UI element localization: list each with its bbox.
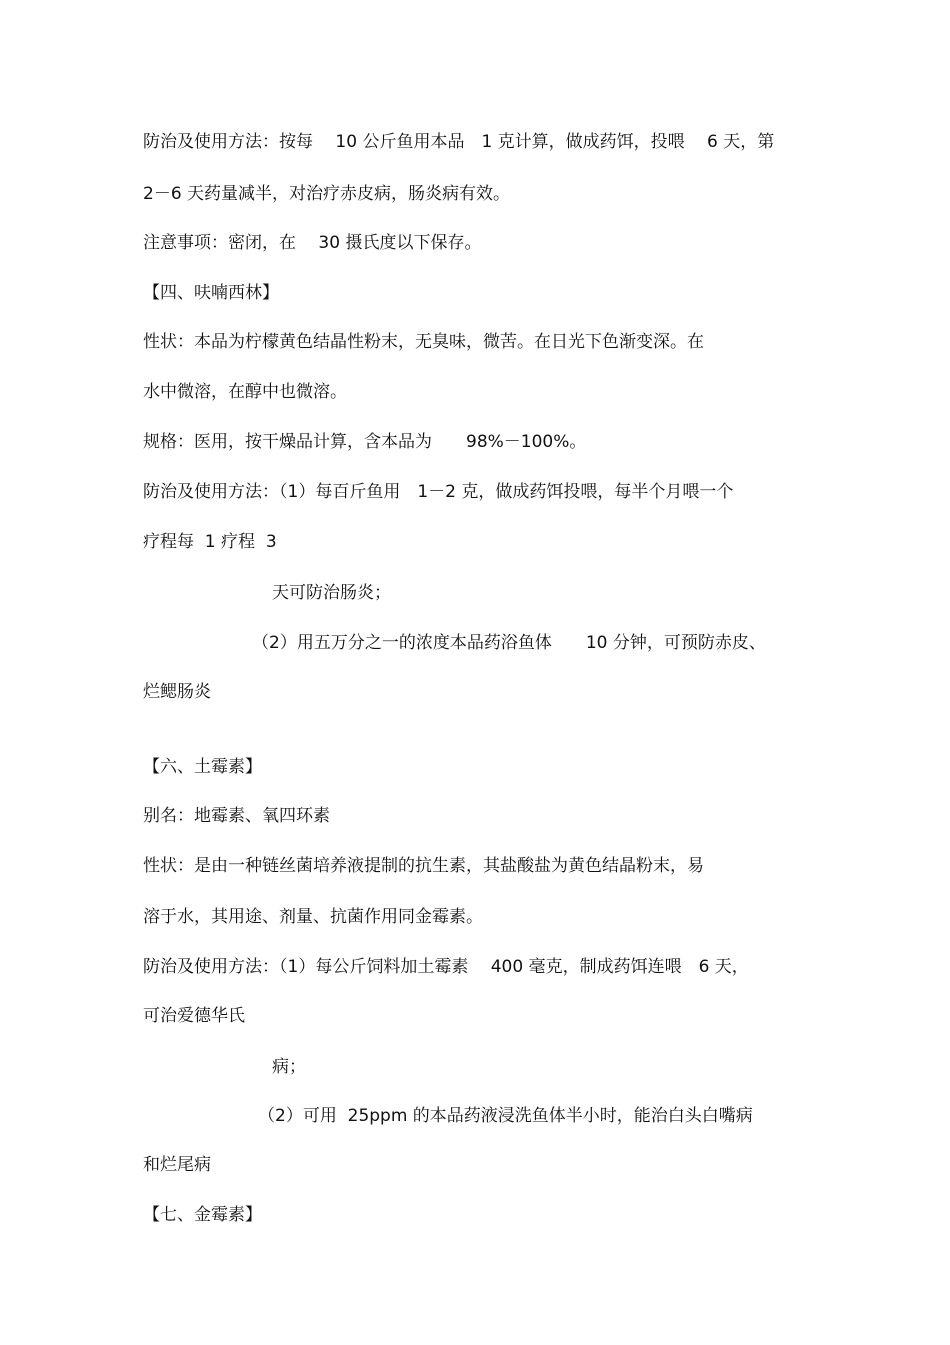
text-line: 天可防治肠炎； xyxy=(272,583,391,603)
text-line: 性状：本品为柠檬黄色结晶性粉末，无臭味，微苦。在日光下色渐变深。在 xyxy=(143,332,704,352)
text-line: 溶于水，其用途、剂量、抗菌作用同金霉素。 xyxy=(143,907,483,927)
text-line: 别名：地霉素、氧四环素 xyxy=(143,806,330,826)
text-line: （2）用五万分之一的浓度本品药浴鱼体 10 分钟，可预防赤皮、 xyxy=(252,633,766,653)
text-line: 防治及使用方法：（1）每公斤饲料加土霉素 400 毫克，制成药饵连喂 6 天， xyxy=(143,957,749,977)
text-line: 疗程每 1 疗程 3 xyxy=(143,532,277,552)
text-line: 防治及使用方法：（1）每百斤鱼用 1－2 克，做成药饵投喂，每半个月喂一个 xyxy=(143,482,734,502)
text-line: 病； xyxy=(272,1057,306,1077)
text-line: 和烂尾病 xyxy=(143,1155,211,1175)
section-heading: 【七、金霉素】 xyxy=(143,1205,262,1225)
text-line: 烂鳃肠炎 xyxy=(143,682,211,702)
section-heading: 【六、土霉素】 xyxy=(143,757,262,777)
text-line: 注意事项：密闭，在 30 摄氏度以下保存。 xyxy=(143,233,482,253)
text-line: 规格：医用，按干燥品计算，含本品为 98%－100%。 xyxy=(143,432,587,452)
text-line: 水中微溶，在醇中也微溶。 xyxy=(143,382,347,402)
text-line: 2－6 天药量减半，对治疗赤皮病，肠炎病有效。 xyxy=(143,184,511,204)
text-line: （2）可用 25ppm 的本品药液浸洗鱼体半小时，能治白头白嘴病 xyxy=(258,1106,753,1126)
section-heading: 【四、呋喃西林】 xyxy=(143,283,279,303)
text-line: 性状：是由一种链丝菌培养液提制的抗生素，其盐酸盐为黄色结晶粉末，易 xyxy=(143,856,704,876)
text-line: 防治及使用方法：按每 10 公斤鱼用本品 1 克计算，做成药饵，投喂 6 天，第 xyxy=(143,132,775,152)
text-line: 可治爱德华氏 xyxy=(143,1006,245,1026)
